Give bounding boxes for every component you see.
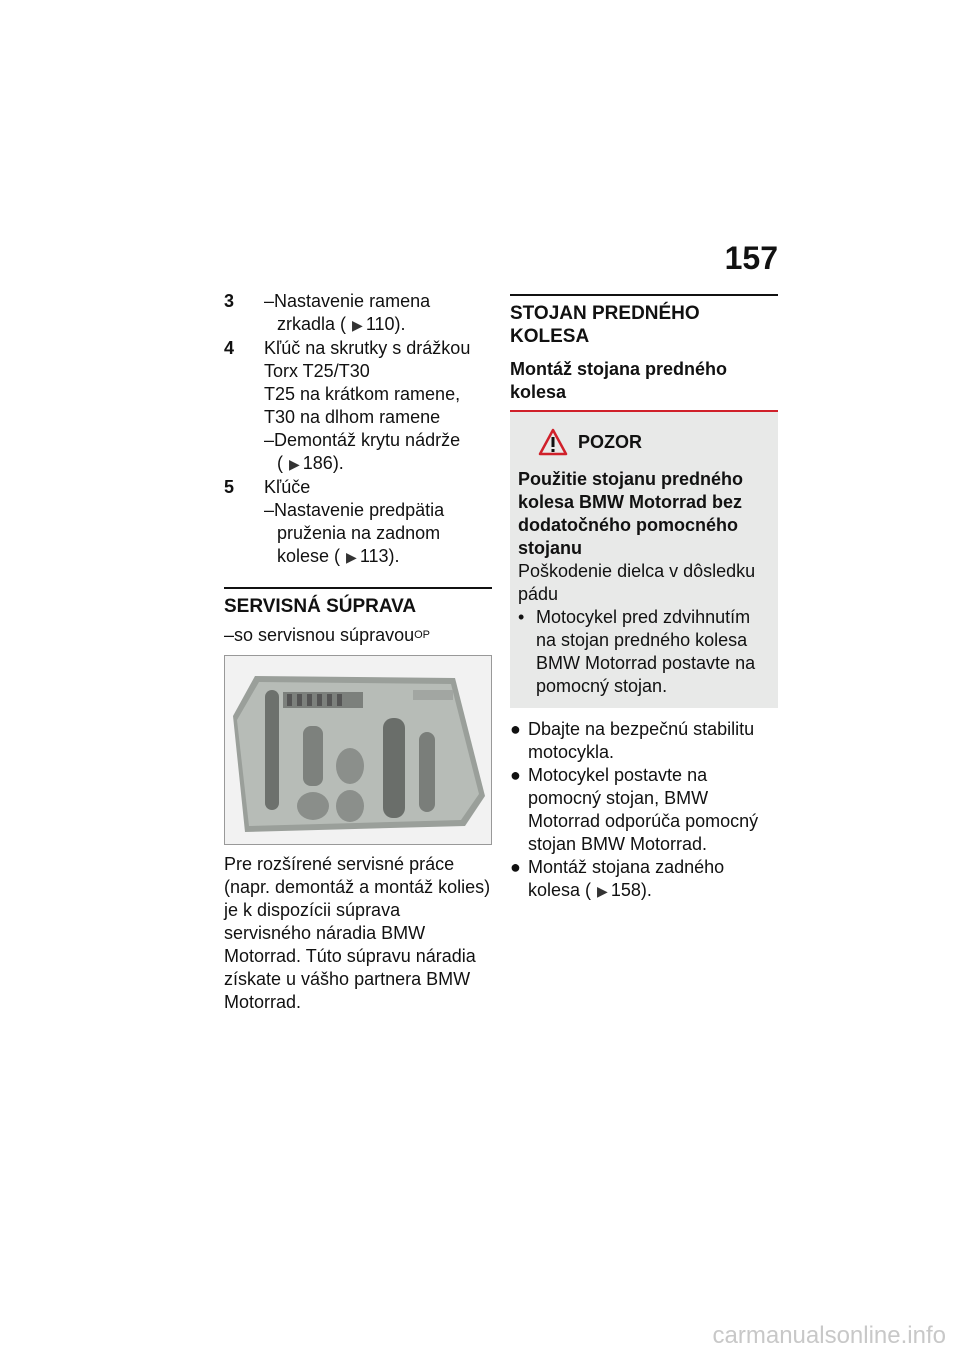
optional-marker: OP — [414, 629, 431, 641]
warning-triangle-icon — [538, 428, 568, 456]
page-number: 157 — [724, 240, 778, 276]
list-item: ● Montáž stojana zadného kolesa ( ▶ 158). — [510, 856, 778, 903]
section-divider — [510, 294, 778, 348]
instruction-list — [510, 718, 778, 903]
item-line: –Nastavenie predpätia pruženia na zadnom kolese ( ▶ 113). — [264, 500, 445, 566]
list-item — [224, 476, 492, 569]
bullet-dot-icon: ● — [510, 857, 521, 877]
item-line: T25 na krátkom ramene, T30 na dlhom ramene — [264, 384, 461, 427]
reference-arrow-icon: ▶ — [346, 549, 357, 565]
list-item: ● Dbajte na bezpečnú stabilitu motocykla. — [510, 719, 755, 762]
bullet-dot-icon: ● — [510, 765, 521, 785]
warning-box — [510, 412, 778, 708]
item-number: 4 — [224, 338, 235, 358]
section-title: STOJAN PREDNÉHO KOLESA — [510, 303, 700, 347]
page-reference[interactable]: 186). — [302, 453, 344, 473]
page-reference[interactable]: 110). — [365, 314, 406, 334]
list-item: ● Motocykel postavte na pomocný stojan, BMW Motorrad odporúča pomocný stojan BMW Motorrad. — [510, 765, 759, 854]
body-paragraph: Pre rozšírené servisné práce (napr. demontáž a montáž kolies) je k dispozícii súprava servisného náradia BMW Motorrad. Túto súpravu náradia získate u vášho partnera BMW Motorrad. — [224, 854, 491, 1012]
tool-kit-illustration — [225, 656, 491, 844]
subsection-title: Montáž stojana predného kolesa — [510, 358, 778, 412]
item-line: Kľúče — [264, 477, 311, 497]
warning-label: POZOR — [578, 431, 643, 452]
section-divider — [224, 587, 492, 618]
item-line: –Nastavenie ramena zrkadla ( ▶ 110). — [264, 291, 431, 334]
reference-arrow-icon: ▶ — [289, 456, 300, 472]
warning-header — [518, 426, 770, 458]
item-line: –Demontáž krytu nádrže ( ▶ 186). — [264, 430, 461, 473]
right-column — [510, 290, 778, 903]
section-subtitle: –so servisnou súpravou$^{OP}$ — [224, 625, 431, 645]
reference-arrow-icon: ▶ — [597, 883, 608, 899]
warning-bullet: • Motocykel pred zdvihnutím na stojan predného kolesa BMW Motorrad postavte na pomocný stojan. — [518, 607, 756, 696]
item-number: 3 — [224, 291, 235, 311]
page-reference[interactable]: 113). — [359, 546, 400, 566]
warning-title: Použitie stojanu predného kolesa BMW Motorrad bez dodatočného pomocného stojanu — [518, 469, 744, 558]
page-reference[interactable]: 158). — [610, 880, 652, 900]
list-item — [224, 337, 492, 476]
item-number: 5 — [224, 477, 235, 497]
watermark: carmanualsonline.info — [712, 1322, 946, 1349]
bullet-dot-icon: ● — [510, 719, 521, 739]
left-column — [224, 290, 492, 1014]
section-title: SERVISNÁ SÚPRAVA — [224, 596, 417, 617]
reference-arrow-icon: ▶ — [352, 317, 363, 333]
warning-consequence: Poškodenie dielca v dôsledku pádu — [518, 561, 756, 604]
item-line: Kľúč na skrutky s drážkou Torx T25/T30 — [264, 338, 471, 381]
list-item — [224, 290, 492, 337]
bullet-dot-icon: • — [518, 607, 525, 627]
service-kit-image — [224, 655, 492, 845]
